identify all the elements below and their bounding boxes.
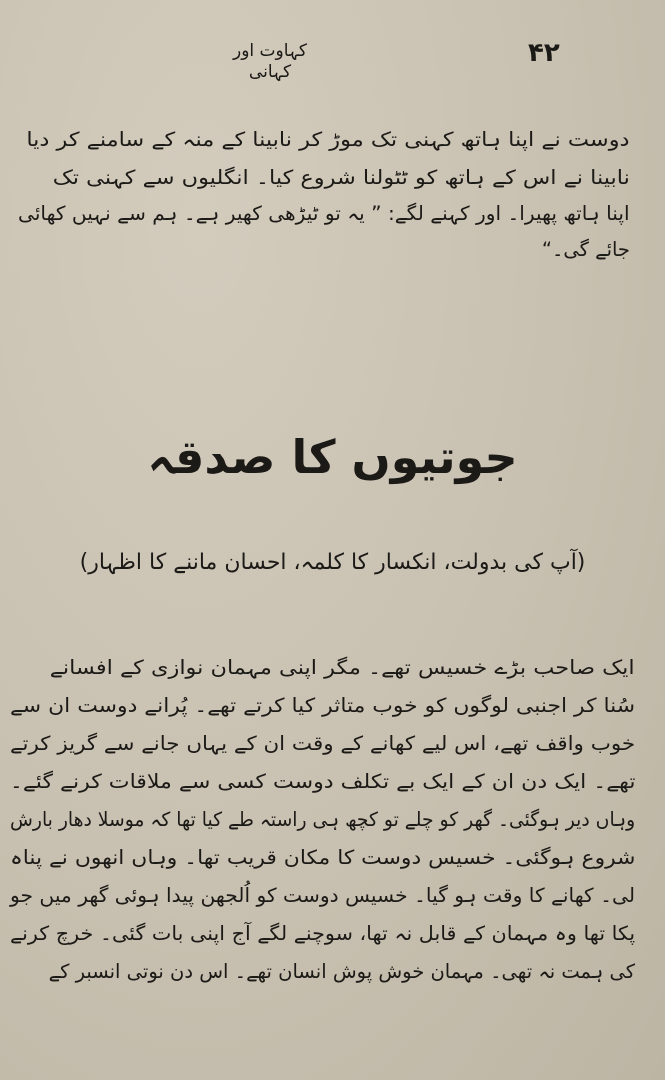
- page-number: ۴۲: [528, 38, 560, 68]
- page-header: [0, 38, 665, 82]
- chapter-title: جوتیوں کا صدقہ: [147, 430, 518, 484]
- running-title: کہاوت اور کہانی: [233, 41, 307, 82]
- chapter-subtitle: (آپ کی بدولت، انکسار کا کلمہ، احسان ماننے کا اظہار): [79, 550, 586, 575]
- book-page: ۴۲ کہاوت اور کہانی دوست نے اپنا ہاتھ کہنی تک موڑ کر نابینا کے منہ کے سامنے کر دیا نابینا نے اس کے ہاتھ کو ٹٹولنا شروع کیا۔ انگلیوں سے کہنی تک اپنا ہاتھ پھیرا۔ اور کہنے لگے: ” یہ تو ٹیڑھی کھیر ہے۔ ہم سے نہیں کھائی جائے گی۔“ جوتیوں کا صدقہ (آپ کی بدولت، انکسار کا کلمہ، احسان ماننے کا اظہار) ایک صاحب بڑے خسیس تھے۔ مگر اپنی مہمان نوازی کے افسانے سُنا کر اجنبی لوگوں کو خوب متاثر کیا کرتے تھے۔ پُرانے دوست ان سے خوب واقف تھے، اس لیے کھانے کے وقت ان کے یہاں جانے سے گریز کرتے تھے۔ ایک دن ان کے ایک بے تکلف دوست کسی سے ملاقات کرنے گئے۔ وہاں دیر ہوگئی۔ گھر کو چلے تو کچھ ہی راستہ طے کیا تھا کہ موسلا دھار بارش شروع ہوگئی۔ خسیس دوست کا مکان قریب تھا۔ وہاں انھوں نے پناہ لی۔ کھانے کا وقت ہو گیا۔ خسیس دوست کو اُلجھن پیدا ہوئی گھر میں جو پکا تھا وہ مہمان کے قابل نہ تھا، سوچنے لگے آج اپنی بات گئی۔ خرچ کرنے کی ہمت نہ تھی۔ مہمان خوش پوش انسان تھے۔ اس دن نوتی انسبر کے: [0, 0, 665, 1080]
